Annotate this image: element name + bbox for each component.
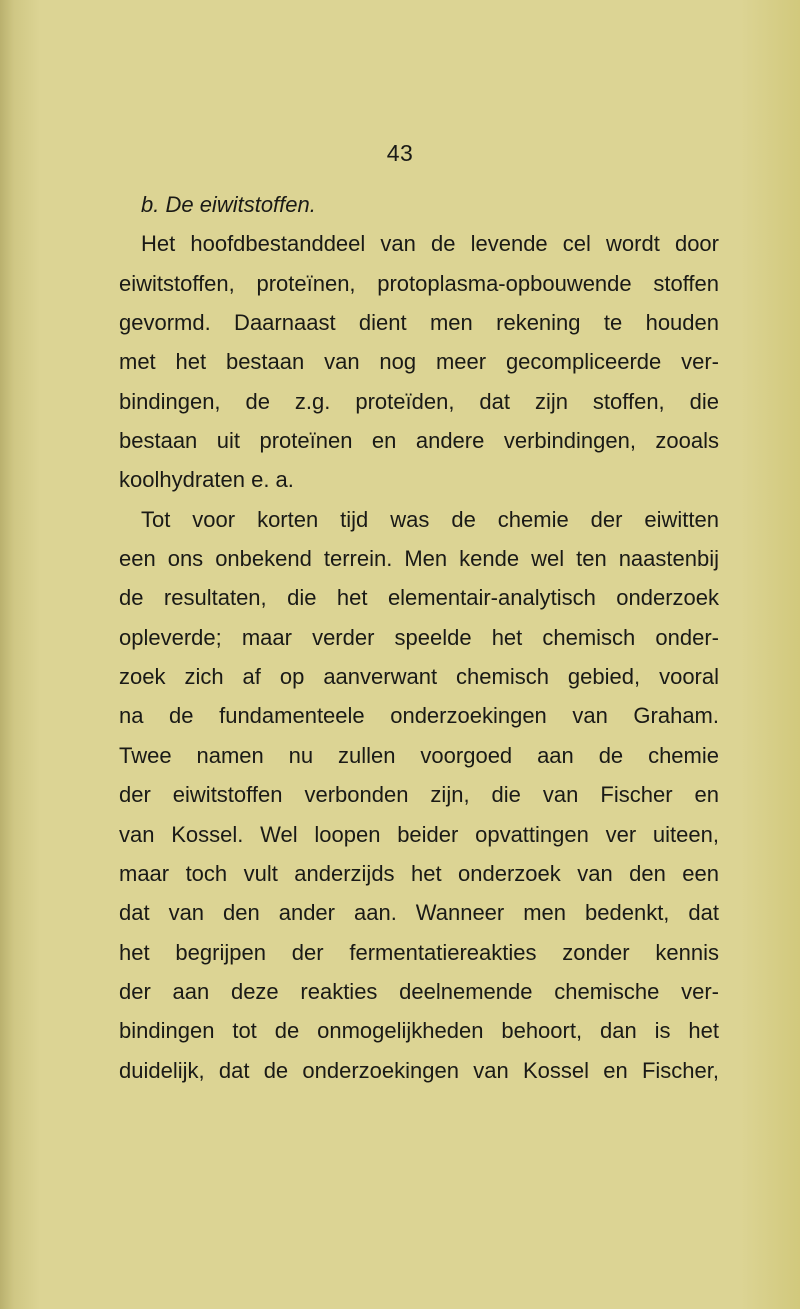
paragraph-line: bestaan uit proteïnen en andere verbindingen, zooals [119,428,719,454]
body-text [119,185,719,1090]
paragraph-line: dat van den ander aan. Wanneer men bedenkt, dat [119,900,719,926]
paragraph-line: van Kossel. Wel loopen beider opvattingen ver uiteen, [119,821,719,847]
paragraph-line: gevormd. Daarnaast dient men rekening te houden [119,310,719,336]
paragraph-line: Het hoofdbestanddeel van de levende cel wordt door [141,231,719,257]
paragraph-line: de resultaten, die het elementair-analytisch onderzoek [119,585,719,611]
paragraph-line: der eiwitstoffen verbonden zijn, die van Fischer en [119,782,719,808]
paragraph-line: koolhydraten e. a. [119,467,294,493]
paragraph-line: opleverde; maar verder speelde het chemisch onder- [119,624,719,650]
paragraph-line: zoek zich af op aanverwant chemisch gebied, vooral [119,664,719,690]
page-number: 43 [386,140,414,166]
paragraph-line: eiwitstoffen, proteïnen, protoplasma-opbouwende stoffen [119,270,719,296]
paragraph-line: Tot voor korten tijd was de chemie der eiwitten [141,506,719,532]
paragraph-line: maar toch vult anderzijds het onderzoek van den een [119,860,719,886]
paragraph-line: na de fundamenteele onderzoekingen van Graham. [119,703,719,729]
paragraph-line: met het bestaan van nog meer gecompliceerde ver- [119,349,719,375]
paragraph-line: een ons onbekend terrein. Men kende wel ten naastenbij [119,546,719,572]
paragraph-line: der aan deze reakties deelnemende chemische ver- [119,978,719,1004]
paragraph-line: duidelijk, dat de onderzoekingen van Kossel en Fischer, [119,1057,719,1083]
paragraph-line: bindingen, de z.g. proteïden, dat zijn stoffen, die [119,388,719,414]
paragraph-line: bindingen tot de onmogelijkheden behoort, dan is het [119,1018,719,1044]
section-heading: b. De eiwitstoffen. [141,192,316,217]
paragraph-line: het begrijpen der fermentatiereakties zonder kennis [119,939,719,965]
paragraph-line: Twee namen nu zullen voorgoed aan de chemie [119,742,719,768]
